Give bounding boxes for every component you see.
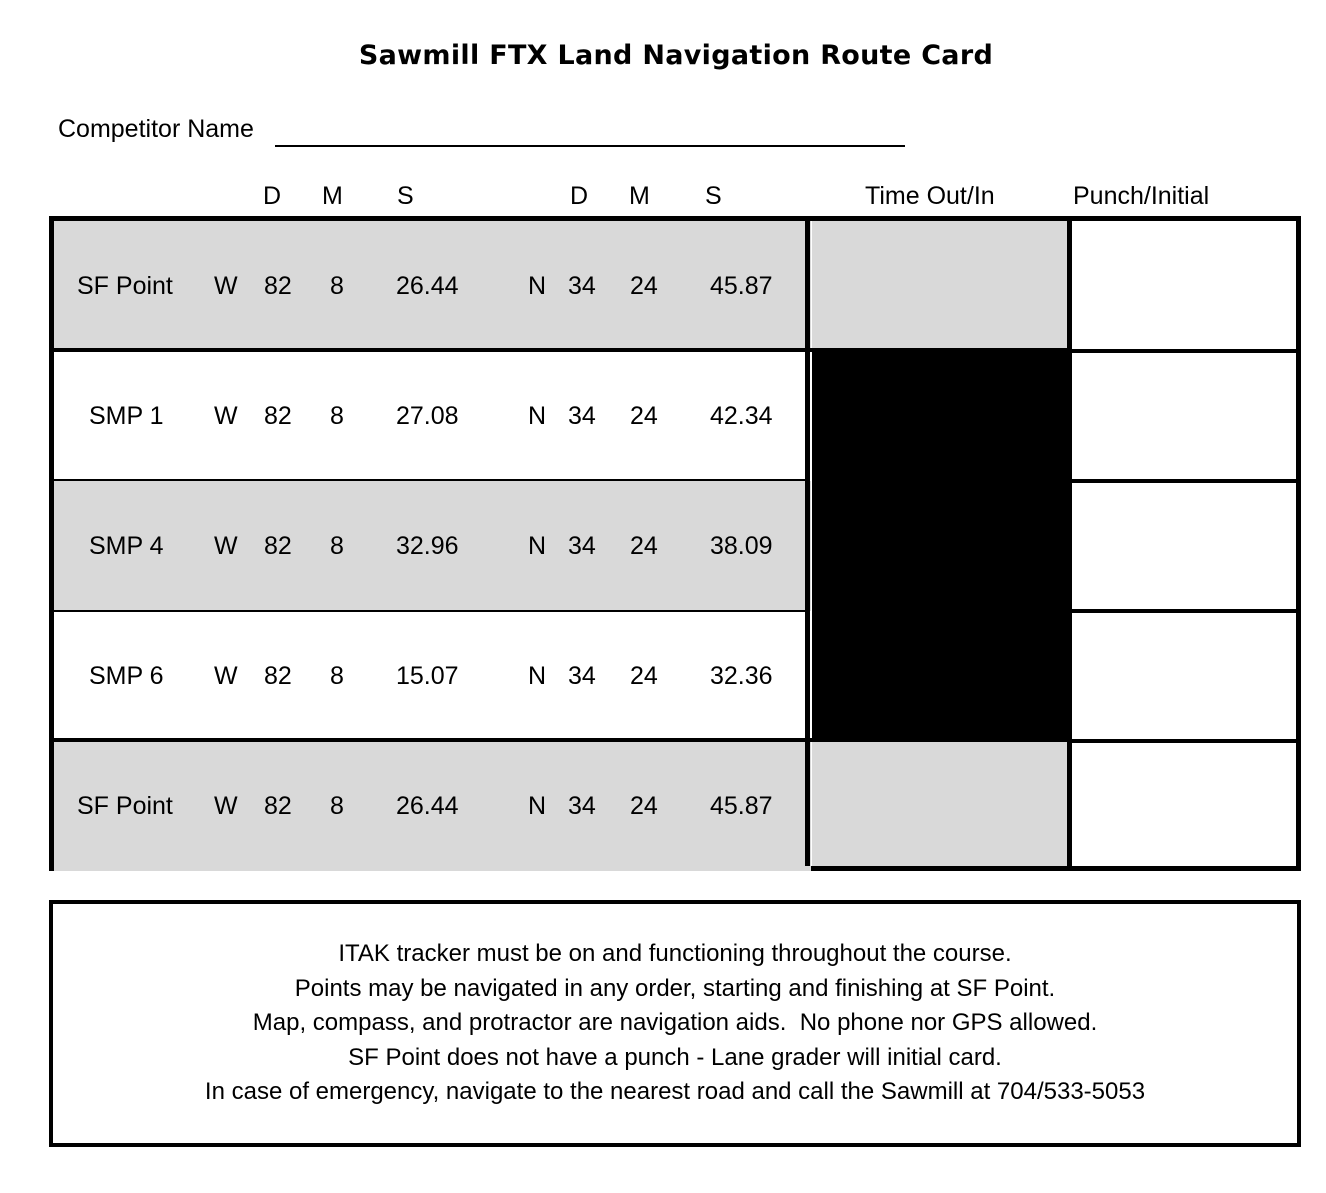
time-out-in-cell[interactable]	[812, 221, 1072, 351]
lat-seconds: 38.09	[710, 531, 773, 560]
column-divider	[805, 221, 810, 866]
lon-seconds: 26.44	[396, 271, 459, 300]
header-lat-minutes: M	[629, 182, 650, 210]
note-line: ITAK tracker must be on and functioning throughout the course.	[338, 940, 1012, 968]
header-lon-degrees: D	[263, 182, 282, 210]
punch-initial-cell[interactable]	[1072, 351, 1301, 481]
lat-direction: N	[528, 531, 547, 560]
table-row	[54, 351, 811, 481]
header-lon-seconds: S	[397, 182, 414, 210]
lon-direction: W	[214, 401, 238, 430]
row-divider	[810, 348, 1072, 352]
header-lat-seconds: S	[705, 182, 722, 210]
row-divider	[1072, 479, 1301, 483]
lat-minutes: 24	[630, 531, 658, 560]
competitor-name-field[interactable]	[275, 145, 905, 147]
lat-direction: N	[528, 661, 547, 690]
note-line: In case of emergency, navigate to the nearest road and call the Sawmill at 704/533-5053	[204, 1078, 1146, 1106]
lat-degrees: 34	[568, 531, 596, 560]
lat-degrees: 34	[568, 791, 596, 820]
lat-seconds: 45.87	[710, 791, 773, 820]
time-out-in-cell-blocked	[812, 611, 1072, 741]
column-divider	[1067, 221, 1072, 866]
header-punch-initial: Punch/Initial	[1073, 182, 1210, 210]
lon-minutes: 8	[330, 271, 344, 300]
lat-seconds: 42.34	[710, 401, 773, 430]
header-lon-minutes: M	[322, 182, 343, 210]
row-divider	[1072, 349, 1301, 353]
row-divider-thick	[54, 348, 810, 352]
lat-degrees: 34	[568, 401, 596, 430]
lon-minutes: 8	[330, 661, 344, 690]
competitor-name-label: Competitor Name	[58, 115, 254, 143]
lon-direction: W	[214, 271, 238, 300]
page-title: Sawmill FTX Land Navigation Route Card	[358, 40, 994, 71]
point-name: SF Point	[77, 791, 173, 820]
header-time-out-in: Time Out/In	[865, 182, 995, 210]
header-lat-degrees: D	[570, 182, 589, 210]
point-name: SMP 6	[89, 661, 164, 690]
time-out-in-cell-blocked	[812, 351, 1072, 481]
lat-direction: N	[528, 401, 547, 430]
row-divider-thick	[54, 738, 810, 742]
lon-minutes: 8	[330, 401, 344, 430]
lon-degrees: 82	[264, 661, 292, 690]
note-line: SF Point does not have a punch - Lane grader will initial card.	[348, 1043, 1002, 1071]
lon-minutes: 8	[330, 791, 344, 820]
lon-seconds: 26.44	[396, 791, 459, 820]
table-row	[54, 481, 811, 611]
lat-seconds: 45.87	[710, 271, 773, 300]
row-divider	[54, 610, 810, 612]
lon-seconds: 27.08	[396, 401, 459, 430]
lat-direction: N	[528, 271, 547, 300]
lat-degrees: 34	[568, 661, 596, 690]
lon-degrees: 82	[264, 401, 292, 430]
lat-minutes: 24	[630, 661, 658, 690]
table-row	[54, 611, 811, 741]
row-divider	[810, 738, 1072, 742]
lon-degrees: 82	[264, 791, 292, 820]
lon-direction: W	[214, 791, 238, 820]
note-line: Map, compass, and protractor are navigation aids. No phone nor GPS allowed.	[252, 1009, 1098, 1037]
time-out-in-cell[interactable]	[812, 741, 1072, 866]
lat-direction: N	[528, 791, 547, 820]
lon-degrees: 82	[264, 531, 292, 560]
lon-seconds: 15.07	[396, 661, 459, 690]
point-name: SF Point	[77, 271, 173, 300]
lat-minutes: 24	[630, 401, 658, 430]
point-name: SMP 1	[89, 401, 164, 430]
row-divider	[54, 479, 810, 481]
table-row	[54, 741, 811, 871]
punch-initial-cell[interactable]	[1072, 741, 1301, 866]
lon-direction: W	[214, 531, 238, 560]
punch-initial-cell[interactable]	[1072, 481, 1301, 611]
lat-seconds: 32.36	[710, 661, 773, 690]
lat-minutes: 24	[630, 791, 658, 820]
table-row	[54, 221, 811, 351]
lat-minutes: 24	[630, 271, 658, 300]
lon-direction: W	[214, 661, 238, 690]
lon-minutes: 8	[330, 531, 344, 560]
punch-initial-cell[interactable]	[1072, 611, 1301, 741]
row-divider	[1072, 609, 1301, 613]
lat-degrees: 34	[568, 271, 596, 300]
note-line: Points may be navigated in any order, starting and finishing at SF Point.	[294, 974, 1056, 1002]
time-out-in-cell-blocked	[812, 481, 1072, 611]
punch-initial-cell[interactable]	[1072, 221, 1301, 351]
point-name: SMP 4	[89, 531, 164, 560]
lon-degrees: 82	[264, 271, 292, 300]
instructions-box	[49, 900, 1301, 1147]
route-table	[49, 216, 1301, 871]
row-divider	[1072, 739, 1301, 743]
lon-seconds: 32.96	[396, 531, 459, 560]
